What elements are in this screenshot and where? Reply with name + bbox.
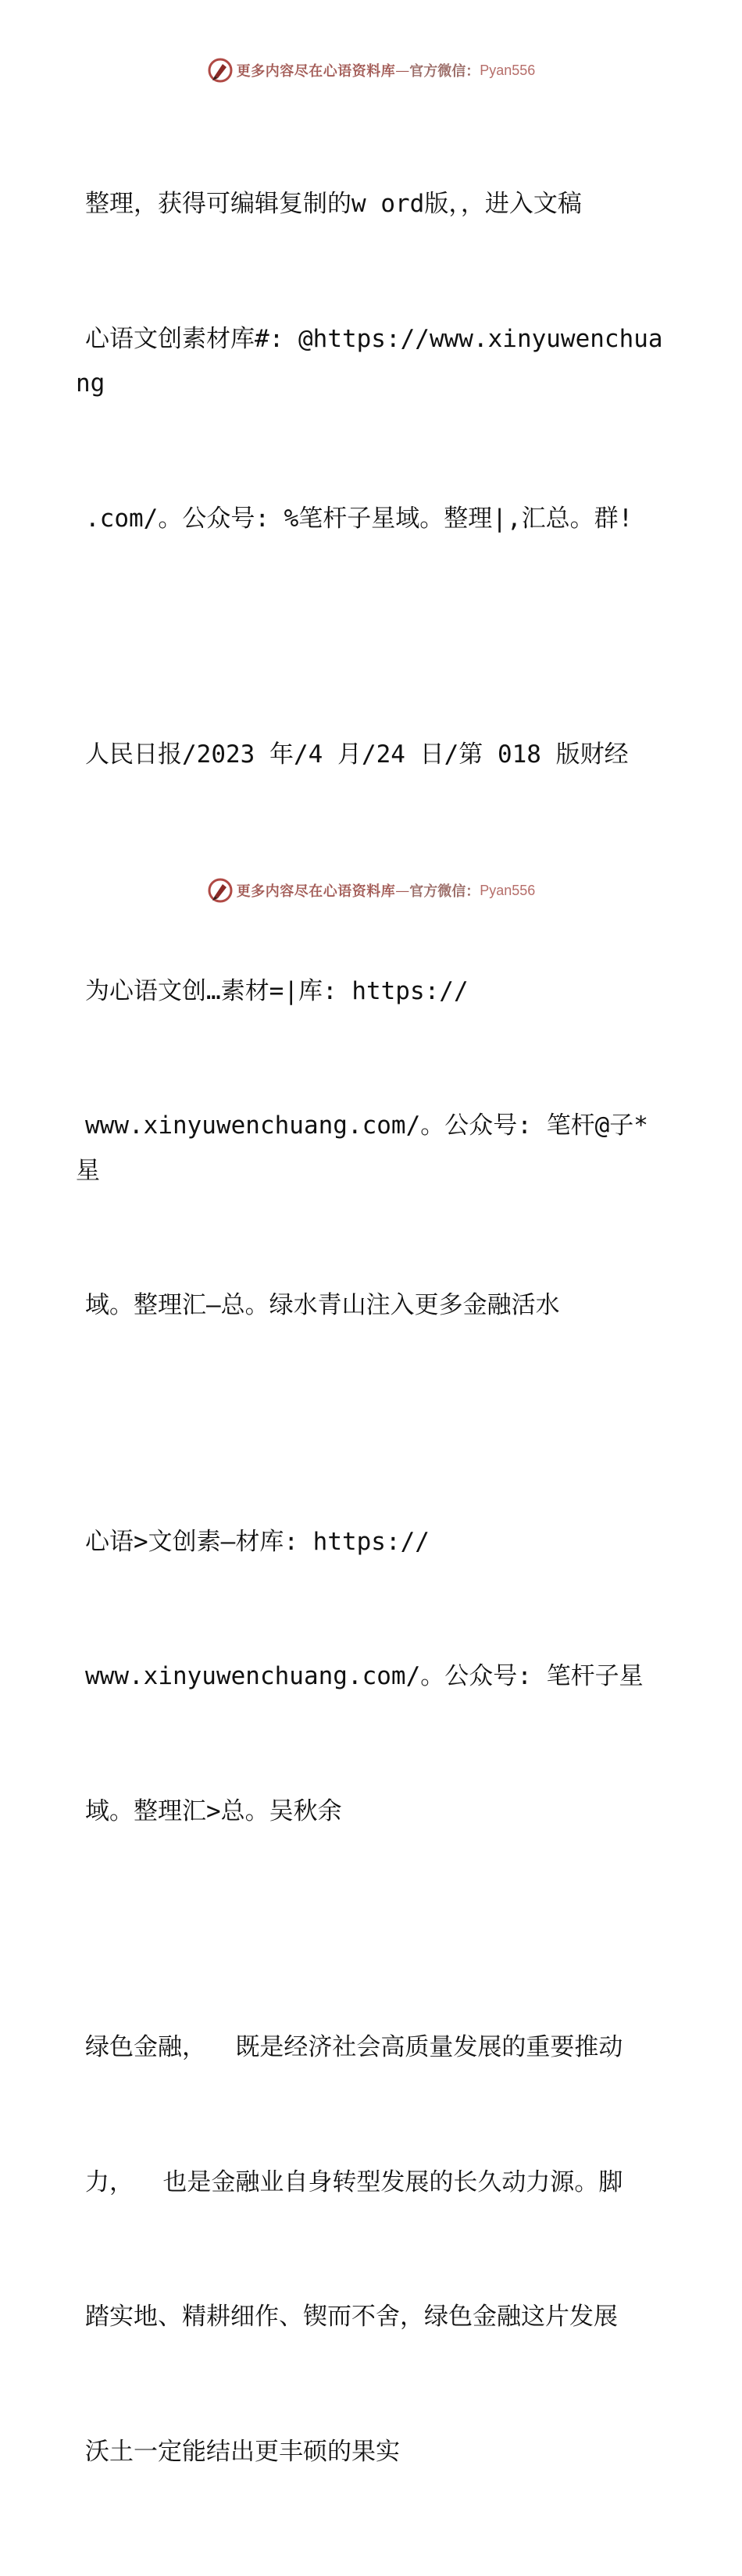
text-line: 为心语文创…素材=|库: https://: [85, 976, 469, 1005]
text-line: 整理，获得可编辑复制的w ord版，，进入文稿: [85, 190, 582, 218]
banner-promo-text: 更多内容尽在心语资料库: [236, 883, 396, 900]
text-line: 域。整理汇—总。绿水青山注入更多金融活水: [85, 1291, 560, 1319]
text-line: .com/。公众号: %笔杆子星域。整理|,汇总。群!: [85, 504, 633, 533]
banner-separator: —: [395, 882, 410, 899]
text-line: www.xinyuwenchuang.com/。公众号: 笔杆子星: [85, 1662, 644, 1690]
banner-wechat-id: Pyan556: [480, 882, 536, 898]
text-line: 沃土一定能结出更丰硕的果实: [85, 2437, 400, 2466]
paragraph-author: [76, 1430, 669, 1925]
banner-wechat-label: 官方微信：: [409, 883, 480, 900]
text-line: 人民日报/2023 年/4 月/24 日/第 018 版财经: [85, 740, 629, 769]
text-line: 域。整理汇>总。吴秋余: [85, 1796, 342, 1825]
banner-promo-text: 更多内容尽在心语资料库: [236, 63, 396, 80]
paragraph-body: [76, 1936, 669, 2564]
banner-wechat-id: Pyan556: [480, 62, 536, 78]
paragraph-title: [76, 879, 669, 1418]
banner-wechat-label: 官方微信：: [409, 63, 480, 80]
text-line: 绿色金融， 既是经济社会高质量发展的重要推动: [85, 2033, 623, 2061]
text-line: www.xinyuwenchuang.com/。公众号: 笔杆@子*星: [76, 1111, 648, 1185]
pen-nib-logo-icon: [207, 57, 234, 84]
document-body: [76, 92, 669, 2576]
banner-separator: —: [395, 62, 410, 79]
pen-nib-logo-icon: [207, 877, 234, 904]
footer-watermark-banner: [0, 875, 742, 906]
paragraph-source: [76, 643, 669, 868]
text-line: 力， 也是金融业自身转型发展的长久动力源。脚: [85, 2167, 623, 2196]
text-line: 心语文创素材库#: @https://www.xinyuwenchuang: [76, 324, 663, 398]
text-line: 踏实地、精耕细作、锲而不舍，绿色金融这片发展: [85, 2303, 618, 2331]
text-line: 心语>文创素—材库: https://: [85, 1527, 430, 1556]
paragraph-intro: [76, 92, 669, 631]
header-watermark-banner: [0, 55, 742, 86]
